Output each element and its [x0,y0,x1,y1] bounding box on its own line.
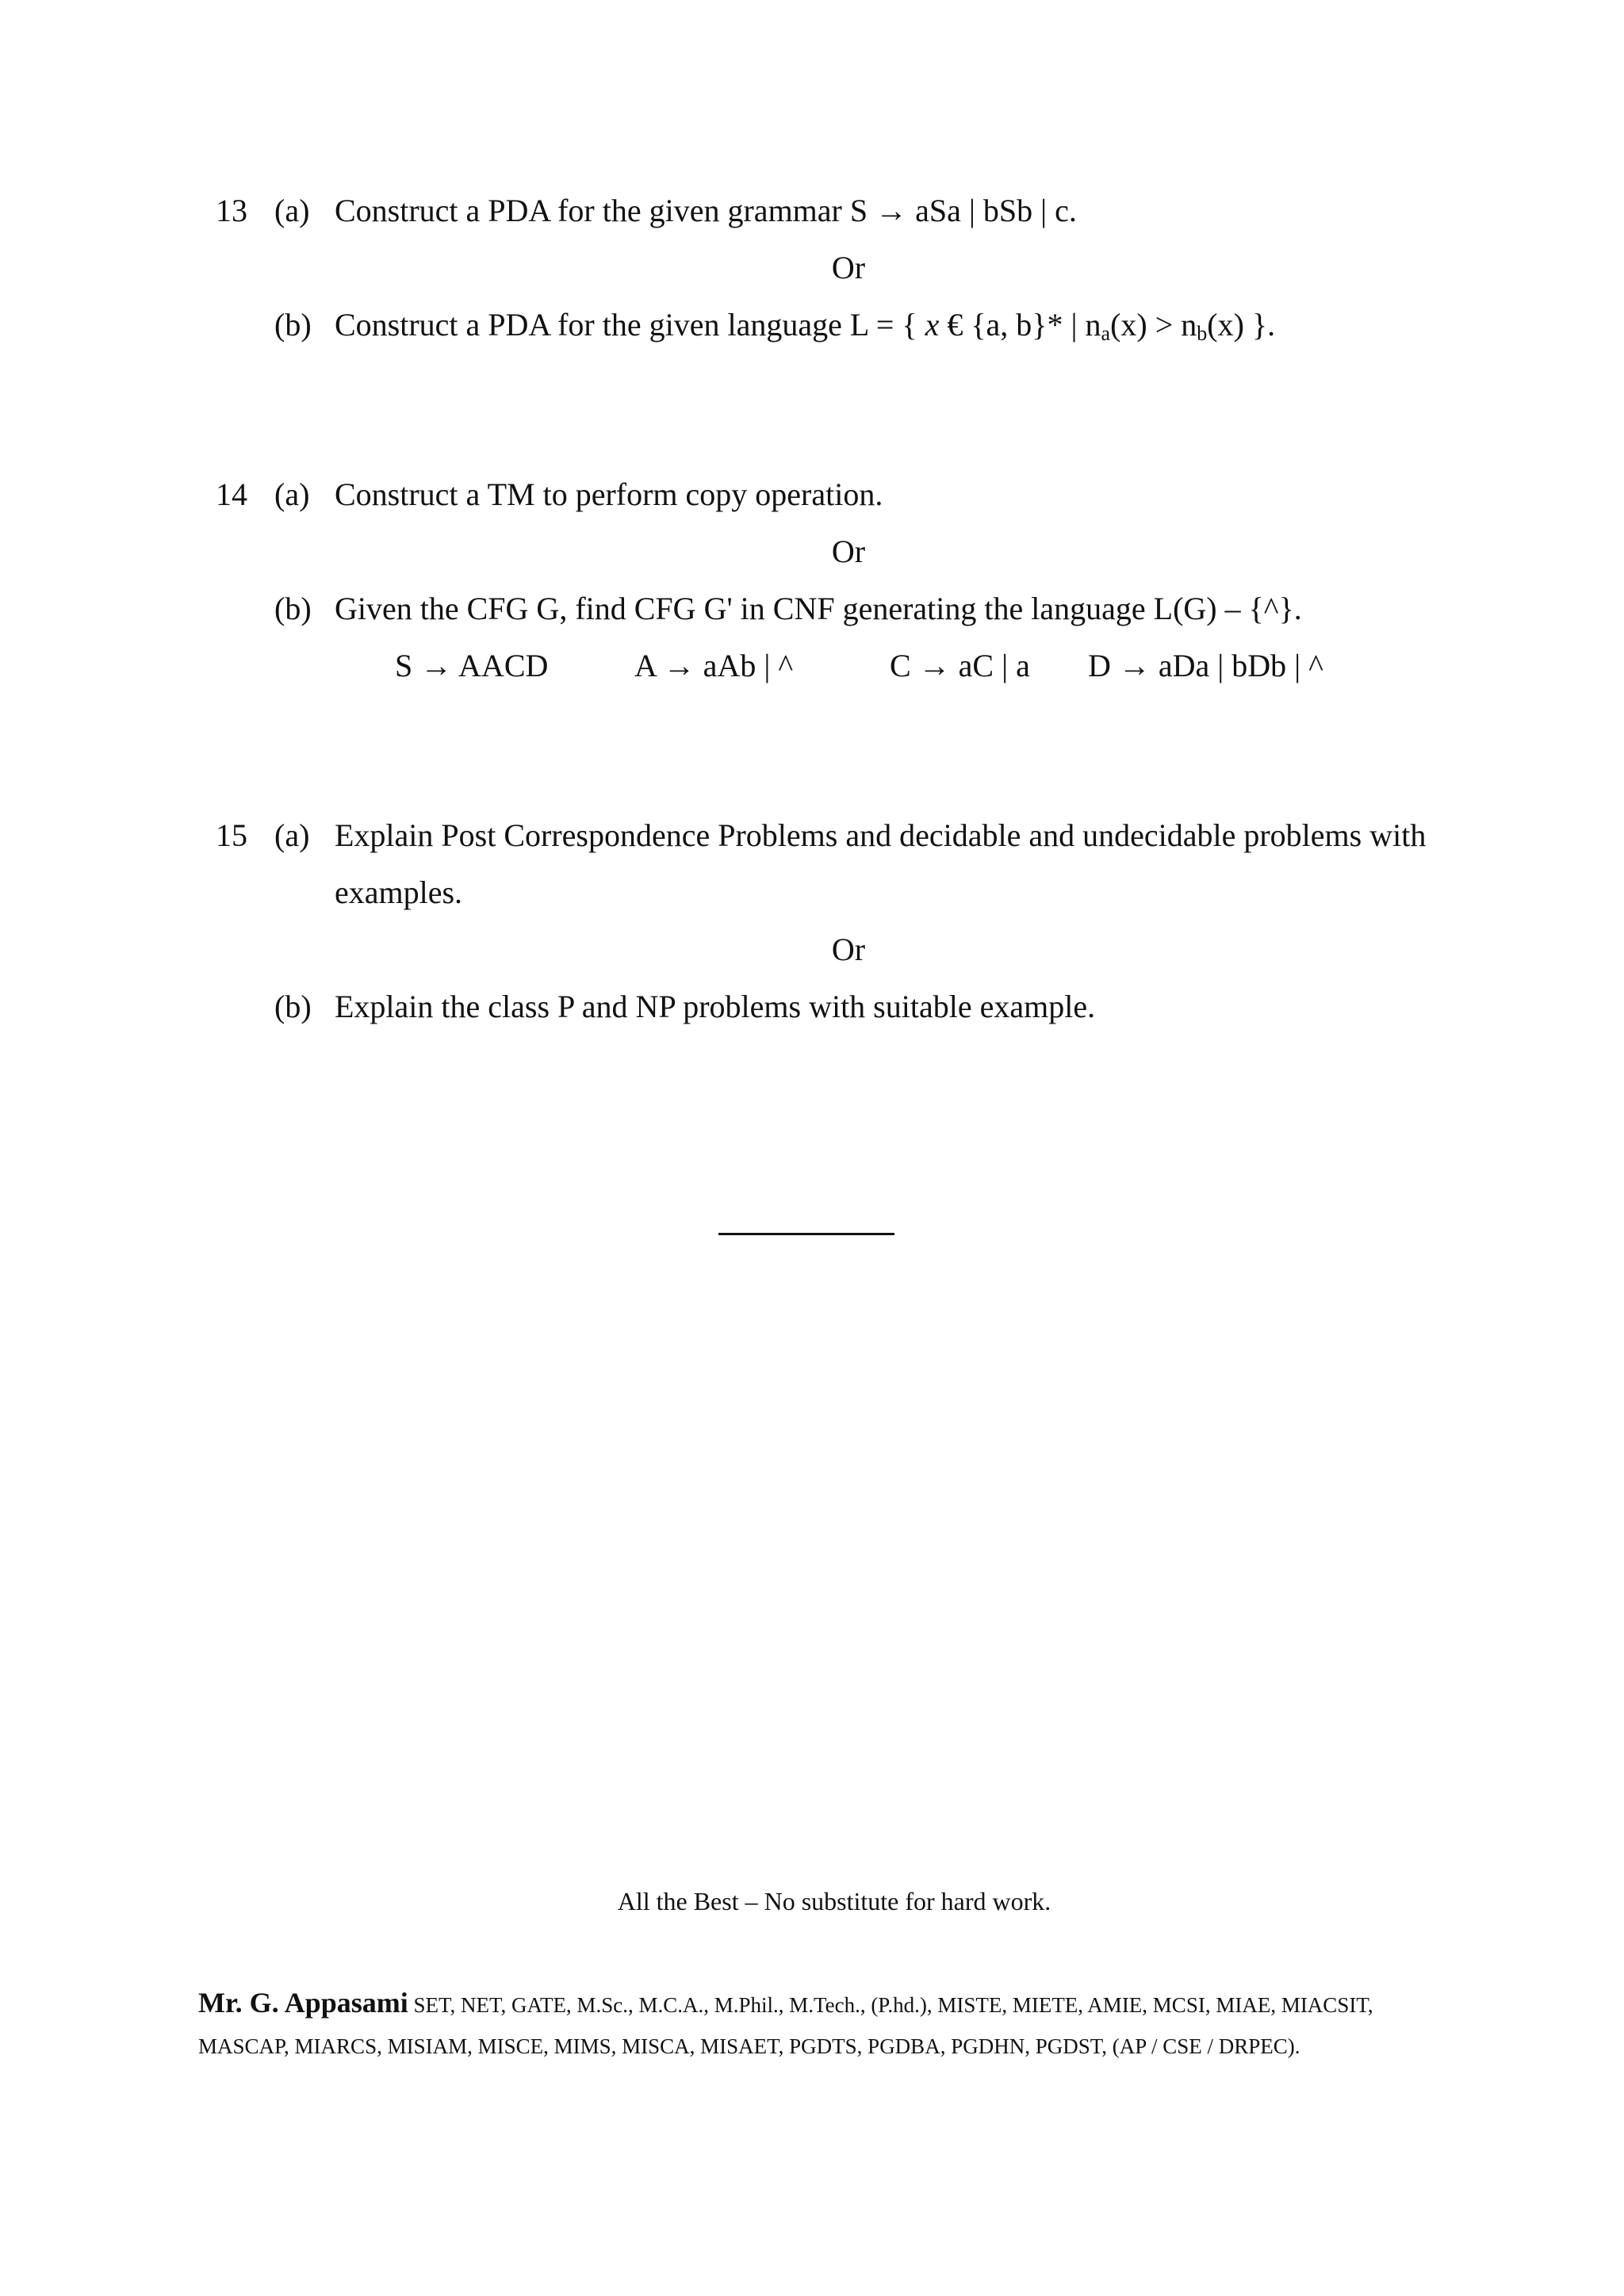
question-number: 14 [216,476,247,512]
text-segment: (x) > n [1110,307,1197,342]
question-number: 15 [216,817,247,853]
author-credentials-1: SET, NET, GATE, M.Sc., M.C.A., M.Phil., M.Tech., (P.hd.), MISTE, MIETE, AMIE, MCSI, MIAE, MIACSIT, [413,1993,1373,2017]
text-segment: € {a, b}* | n [947,307,1101,342]
production-d: D → aDa | bDb | ^ [1088,648,1323,683]
question-text: Explain Post Correspondence Problems and decidable and undecidable problems with [335,817,1427,853]
question-text: Construct a TM to perform copy operation. [335,476,883,512]
part-label: (b) [274,989,312,1024]
question-text: Construct a PDA for the given grammar S → aSa | bSb | c. [335,193,1077,228]
question-text: Explain the class P and NP problems with suitable example. [335,989,1096,1024]
end-divider [718,1233,894,1235]
question-text [335,306,1275,344]
or-separator: Or [831,534,866,569]
question-text: Given the CFG G, find CFG G' in CNF generating the language L(G) – {^}. [335,591,1302,626]
part-label: (a) [274,193,310,228]
part-label: (a) [274,817,310,853]
text-segment: Construct a PDA for the given language L = { [335,307,917,342]
variable-x: x [925,307,940,342]
author-name: Mr. G. Appasami [198,1987,408,2019]
text-segment: (x) }. [1207,307,1276,342]
closing-message: All the Best – No substitute for hard work. [617,1887,1051,1915]
part-label: (b) [274,591,312,626]
production-c: C → aC | a [890,648,1030,683]
author-credentials-2: MASCAP, MIARCS, MISIAM, MISCE, MIMS, MISCA, MISAET, PGDTS, PGDBA, PGDHN, PGDST, (AP / CSE / DRPEC). [198,2034,1300,2058]
production-s: S → AACD [395,648,549,683]
or-separator: Or [831,932,866,967]
author-line-1 [198,1982,1373,2026]
or-separator: Or [831,250,866,285]
subscript-a: a [1101,322,1111,345]
subscript-b: b [1197,322,1208,345]
question-text: examples. [335,874,463,910]
production-a: A → aAb | ^ [634,648,794,683]
question-number: 13 [216,193,247,228]
part-label: (b) [274,307,312,342]
author-block [198,1982,1373,2067]
part-label: (a) [274,476,310,512]
